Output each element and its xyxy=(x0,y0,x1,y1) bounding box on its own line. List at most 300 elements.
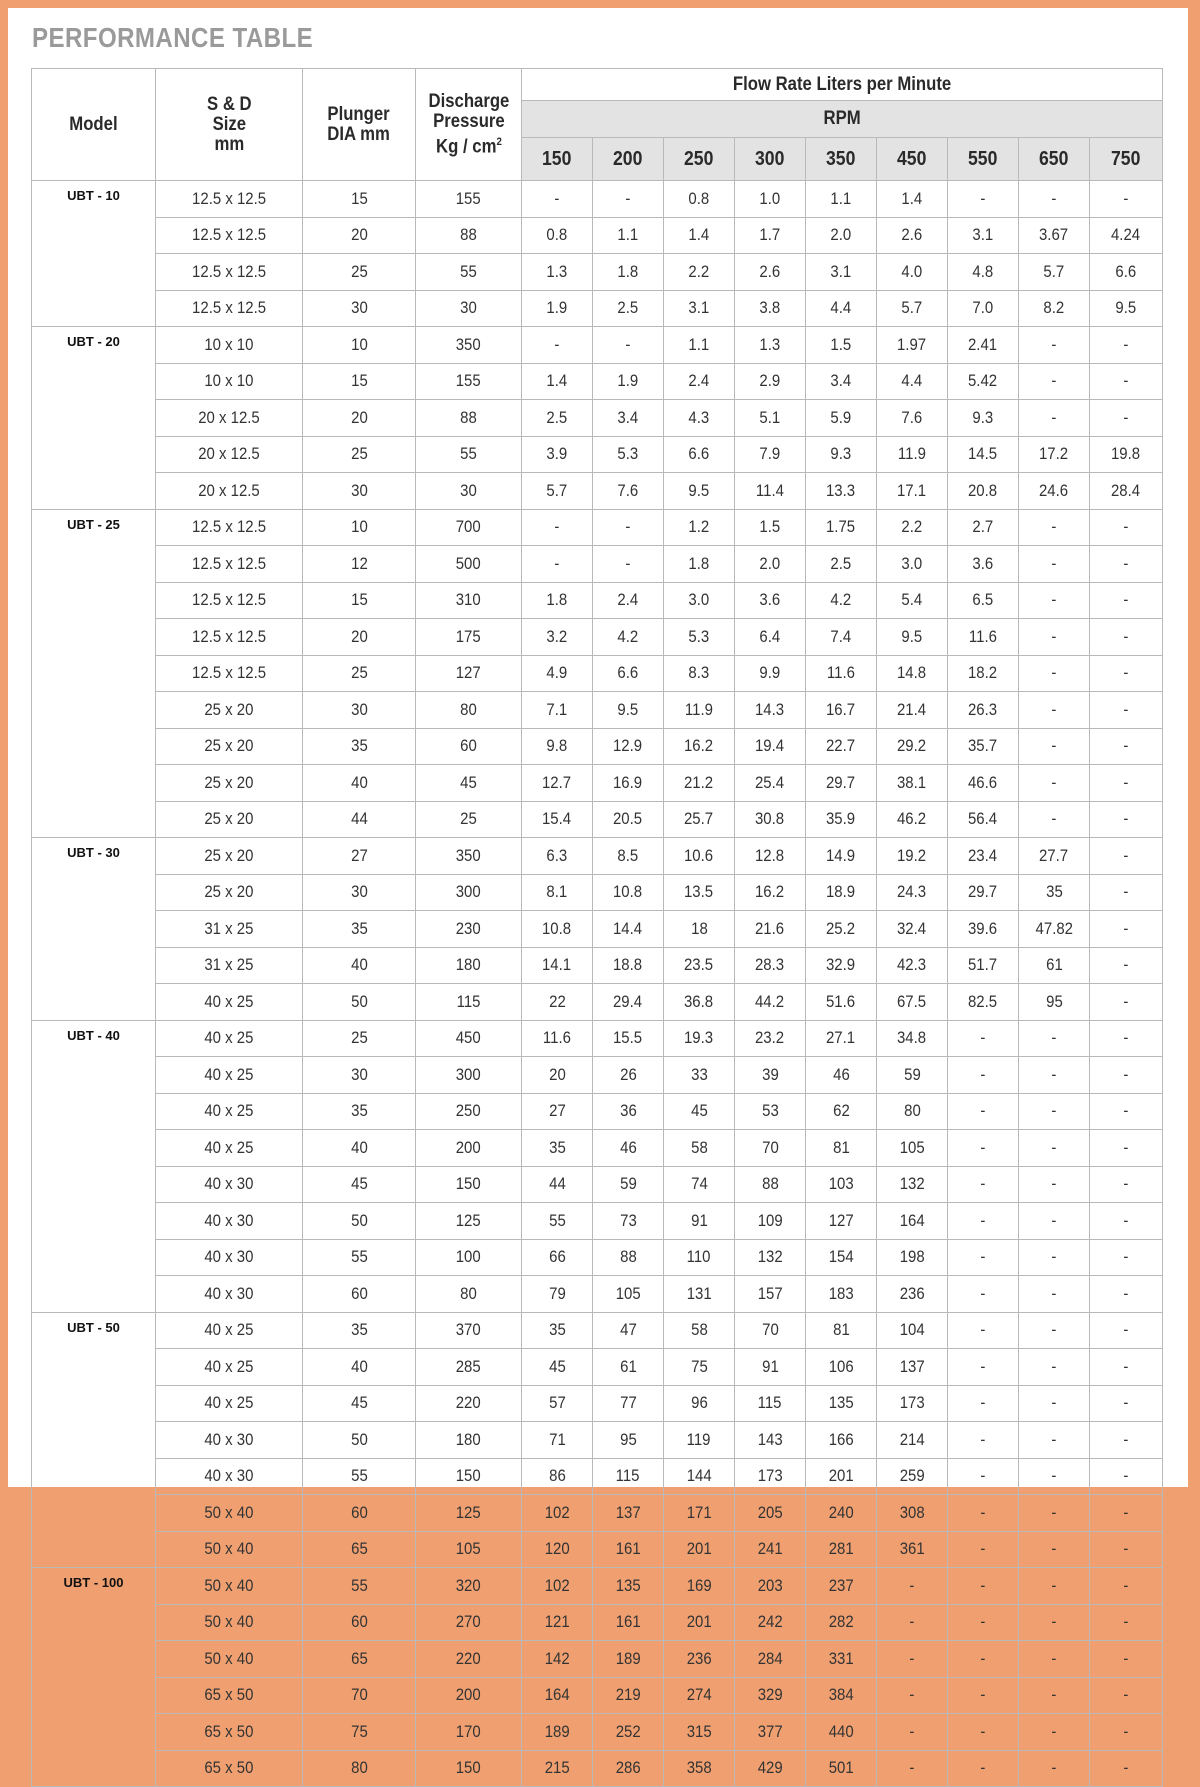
flow-rate-cell: 14.9 xyxy=(806,838,877,875)
sd-size-cell: 25 x 20 xyxy=(156,801,303,838)
flow-rate-cell: 189 xyxy=(593,1641,664,1678)
flow-rate-cell: 39.6 xyxy=(948,911,1019,948)
flow-rate-cell: 286 xyxy=(593,1750,664,1787)
discharge-pressure-cell: 88 xyxy=(416,400,522,437)
sd-size-cell: 10 x 10 xyxy=(156,327,303,364)
flow-rate-cell: 14.1 xyxy=(522,947,593,984)
flow-rate-cell: 274 xyxy=(664,1677,735,1714)
flow-rate-cell: 95 xyxy=(593,1422,664,1459)
flow-rate-cell: 11.9 xyxy=(877,436,948,473)
plunger-dia-cell: 15 xyxy=(303,181,416,218)
flow-rate-cell: 44 xyxy=(522,1166,593,1203)
flow-rate-cell: 55 xyxy=(522,1203,593,1240)
plunger-dia-cell: 44 xyxy=(303,801,416,838)
plunger-dia-cell: 75 xyxy=(303,1714,416,1751)
flow-rate-cell: 86 xyxy=(522,1458,593,1495)
flow-rate-cell: 166 xyxy=(806,1422,877,1459)
model-cell xyxy=(32,1093,156,1130)
flow-rate-cell: - xyxy=(948,1312,1019,1349)
flow-rate-cell: - xyxy=(1090,1422,1163,1459)
flow-rate-cell: - xyxy=(1019,1568,1090,1605)
flow-rate-cell: 36.8 xyxy=(664,984,735,1021)
flow-rate-cell: 61 xyxy=(1019,947,1090,984)
flow-rate-cell: - xyxy=(1090,400,1163,437)
flow-rate-cell: - xyxy=(1090,1020,1163,1057)
flow-rate-cell: - xyxy=(1019,619,1090,656)
flow-rate-cell: 18.9 xyxy=(806,874,877,911)
discharge-pressure-cell: 310 xyxy=(416,582,522,619)
flow-rate-cell: - xyxy=(877,1677,948,1714)
flow-rate-cell: 132 xyxy=(735,1239,806,1276)
flow-rate-cell: 2.6 xyxy=(877,217,948,254)
discharge-pressure-cell: 100 xyxy=(416,1239,522,1276)
flow-rate-cell: 10.8 xyxy=(593,874,664,911)
discharge-pressure-cell: 200 xyxy=(416,1677,522,1714)
flow-rate-cell: 8.1 xyxy=(522,874,593,911)
discharge-pressure-cell: 200 xyxy=(416,1130,522,1167)
flow-rate-cell: 142 xyxy=(522,1641,593,1678)
flow-rate-cell: 23.5 xyxy=(664,947,735,984)
flow-rate-cell: 21.2 xyxy=(664,765,735,802)
rpm-header-cell: 450 xyxy=(877,138,948,181)
flow-rate-cell: - xyxy=(1019,1677,1090,1714)
flow-rate-cell: 24.6 xyxy=(1019,473,1090,510)
flow-rate-cell: 74 xyxy=(664,1166,735,1203)
flow-rate-cell: 173 xyxy=(877,1385,948,1422)
flow-rate-cell: 51.7 xyxy=(948,947,1019,984)
flow-rate-cell: 13.5 xyxy=(664,874,735,911)
flow-rate-cell: 242 xyxy=(735,1604,806,1641)
flow-rate-cell: 1.75 xyxy=(806,509,877,546)
sd-size-cell: 12.5 x 12.5 xyxy=(156,509,303,546)
flow-rate-cell: 11.6 xyxy=(522,1020,593,1057)
flow-rate-cell: 28.3 xyxy=(735,947,806,984)
flow-rate-cell: 161 xyxy=(593,1531,664,1568)
table-row xyxy=(32,1641,1163,1678)
flow-rate-cell: 1.0 xyxy=(735,181,806,218)
flow-rate-cell: 75 xyxy=(664,1349,735,1386)
flow-rate-cell: 3.0 xyxy=(664,582,735,619)
table-row xyxy=(32,436,1163,473)
flow-rate-cell: 282 xyxy=(806,1604,877,1641)
table-row xyxy=(32,1495,1163,1532)
sd-size-cell: 50 x 40 xyxy=(156,1495,303,1532)
flow-rate-cell: - xyxy=(1019,1020,1090,1057)
flow-rate-cell: 0.8 xyxy=(522,217,593,254)
flow-rate-cell: 201 xyxy=(664,1604,735,1641)
plunger-dia-cell: 55 xyxy=(303,1239,416,1276)
flow-rate-cell: 143 xyxy=(735,1422,806,1459)
sd-size-cell: 12.5 x 12.5 xyxy=(156,254,303,291)
table-row xyxy=(32,911,1163,948)
model-cell xyxy=(32,290,156,327)
flow-rate-cell: 21.4 xyxy=(877,692,948,729)
plunger-dia-cell: 30 xyxy=(303,473,416,510)
flow-rate-cell: 1.3 xyxy=(735,327,806,364)
discharge-pressure-cell: 150 xyxy=(416,1750,522,1787)
header-flow-rate: Flow Rate Liters per Minute xyxy=(522,69,1163,101)
flow-rate-cell: 70 xyxy=(735,1130,806,1167)
flow-rate-cell: - xyxy=(1019,1495,1090,1532)
flow-rate-cell: - xyxy=(1019,1166,1090,1203)
plunger-dia-cell: 60 xyxy=(303,1495,416,1532)
flow-rate-cell: - xyxy=(1090,1714,1163,1751)
flow-rate-cell: 14.3 xyxy=(735,692,806,729)
flow-rate-cell: - xyxy=(948,1349,1019,1386)
plunger-dia-cell: 35 xyxy=(303,728,416,765)
flow-rate-cell: 205 xyxy=(735,1495,806,1532)
flow-rate-cell: - xyxy=(948,1385,1019,1422)
sd-size-cell: 31 x 25 xyxy=(156,947,303,984)
sd-size-cell: 40 x 30 xyxy=(156,1239,303,1276)
flow-rate-cell: 19.4 xyxy=(735,728,806,765)
flow-rate-cell: 29.2 xyxy=(877,728,948,765)
table-body xyxy=(32,181,1163,1787)
model-cell xyxy=(32,1458,156,1495)
flow-rate-cell: - xyxy=(948,1568,1019,1605)
rpm-header-cell: 300 xyxy=(735,138,806,181)
flow-rate-cell: 157 xyxy=(735,1276,806,1313)
table-row xyxy=(32,801,1163,838)
flow-rate-cell: 2.4 xyxy=(593,582,664,619)
flow-rate-cell: 137 xyxy=(593,1495,664,1532)
sd-size-cell: 12.5 x 12.5 xyxy=(156,655,303,692)
flow-rate-cell: 1.1 xyxy=(806,181,877,218)
plunger-dia-cell: 15 xyxy=(303,363,416,400)
flow-rate-cell: - xyxy=(1090,619,1163,656)
flow-rate-cell: - xyxy=(1090,1130,1163,1167)
flow-rate-cell: - xyxy=(948,1495,1019,1532)
flow-rate-cell: - xyxy=(1019,1203,1090,1240)
table-row xyxy=(32,765,1163,802)
flow-rate-cell: 7.6 xyxy=(877,400,948,437)
flow-rate-cell: - xyxy=(593,509,664,546)
flow-rate-cell: 236 xyxy=(877,1276,948,1313)
flow-rate-cell: 8.2 xyxy=(1019,290,1090,327)
model-cell xyxy=(32,619,156,656)
discharge-pressure-cell: 80 xyxy=(416,692,522,729)
flow-rate-cell: 105 xyxy=(593,1276,664,1313)
table-row xyxy=(32,1130,1163,1167)
flow-rate-cell: 44.2 xyxy=(735,984,806,1021)
flow-rate-cell: 429 xyxy=(735,1750,806,1787)
flow-rate-cell: 22 xyxy=(522,984,593,1021)
flow-rate-cell: 56.4 xyxy=(948,801,1019,838)
flow-rate-cell: 237 xyxy=(806,1568,877,1605)
flow-rate-cell: - xyxy=(1019,655,1090,692)
flow-rate-cell: 215 xyxy=(522,1750,593,1787)
flow-rate-cell: 5.3 xyxy=(664,619,735,656)
model-cell xyxy=(32,1422,156,1459)
model-cell xyxy=(32,1130,156,1167)
discharge-pressure-cell: 25 xyxy=(416,801,522,838)
flow-rate-cell: 203 xyxy=(735,1568,806,1605)
flow-rate-cell: 12.9 xyxy=(593,728,664,765)
flow-rate-cell: 47.82 xyxy=(1019,911,1090,948)
model-cell: UBT - 40 xyxy=(32,1020,156,1057)
flow-rate-cell: 4.4 xyxy=(877,363,948,400)
flow-rate-cell: - xyxy=(1019,1385,1090,1422)
flow-rate-cell: 1.2 xyxy=(664,509,735,546)
flow-rate-cell: 45 xyxy=(664,1093,735,1130)
flow-rate-cell: 9.5 xyxy=(1090,290,1163,327)
flow-rate-cell: 2.7 xyxy=(948,509,1019,546)
flow-rate-cell: 240 xyxy=(806,1495,877,1532)
flow-rate-cell: 501 xyxy=(806,1750,877,1787)
model-cell xyxy=(32,546,156,583)
flow-rate-cell: - xyxy=(1090,1604,1163,1641)
sd-size-cell: 40 x 25 xyxy=(156,1020,303,1057)
table-row xyxy=(32,473,1163,510)
table-row xyxy=(32,1677,1163,1714)
plunger-dia-cell: 80 xyxy=(303,1750,416,1787)
flow-rate-cell: - xyxy=(1090,1349,1163,1386)
sd-size-cell: 40 x 30 xyxy=(156,1422,303,1459)
flow-rate-cell: - xyxy=(1090,1750,1163,1787)
model-cell xyxy=(32,1677,156,1714)
flow-rate-cell: 3.6 xyxy=(735,582,806,619)
model-cell: UBT - 30 xyxy=(32,838,156,875)
model-cell xyxy=(32,655,156,692)
flow-rate-cell: 46 xyxy=(806,1057,877,1094)
flow-rate-cell: - xyxy=(1090,728,1163,765)
flow-rate-cell: 6.4 xyxy=(735,619,806,656)
sd-size-cell: 12.5 x 12.5 xyxy=(156,546,303,583)
flow-rate-cell: 77 xyxy=(593,1385,664,1422)
flow-rate-cell: - xyxy=(1090,801,1163,838)
flow-rate-cell: 0.8 xyxy=(664,181,735,218)
flow-rate-cell: 1.1 xyxy=(593,217,664,254)
flow-rate-cell: 71 xyxy=(522,1422,593,1459)
flow-rate-cell: 189 xyxy=(522,1714,593,1751)
model-cell xyxy=(32,1495,156,1532)
flow-rate-cell: - xyxy=(1019,1312,1090,1349)
plunger-dia-cell: 60 xyxy=(303,1276,416,1313)
model-cell: UBT - 10 xyxy=(32,181,156,218)
table-row xyxy=(32,1714,1163,1751)
flow-rate-cell: 59 xyxy=(593,1166,664,1203)
flow-rate-cell: 2.0 xyxy=(806,217,877,254)
flow-rate-cell: - xyxy=(948,181,1019,218)
plunger-dia-cell: 45 xyxy=(303,1385,416,1422)
flow-rate-cell: 25.2 xyxy=(806,911,877,948)
flow-rate-cell: 16.9 xyxy=(593,765,664,802)
model-cell xyxy=(32,1714,156,1751)
plunger-dia-cell: 20 xyxy=(303,400,416,437)
table-row xyxy=(32,1312,1163,1349)
model-cell xyxy=(32,473,156,510)
flow-rate-cell: 315 xyxy=(664,1714,735,1751)
flow-rate-cell: 82.5 xyxy=(948,984,1019,1021)
sd-size-cell: 12.5 x 12.5 xyxy=(156,619,303,656)
plunger-dia-cell: 40 xyxy=(303,1130,416,1167)
flow-rate-cell: 20 xyxy=(522,1057,593,1094)
sd-size-cell: 12.5 x 12.5 xyxy=(156,181,303,218)
plunger-dia-cell: 25 xyxy=(303,254,416,291)
flow-rate-cell: 1.4 xyxy=(522,363,593,400)
flow-rate-cell: 38.1 xyxy=(877,765,948,802)
flow-rate-cell: 214 xyxy=(877,1422,948,1459)
flow-rate-cell: 1.97 xyxy=(877,327,948,364)
plunger-dia-cell: 50 xyxy=(303,1422,416,1459)
flow-rate-cell: 5.7 xyxy=(877,290,948,327)
flow-rate-cell: 4.3 xyxy=(664,400,735,437)
plunger-dia-cell: 55 xyxy=(303,1458,416,1495)
flow-rate-cell: - xyxy=(1090,1385,1163,1422)
plunger-dia-cell: 10 xyxy=(303,327,416,364)
header-model: Model xyxy=(32,69,156,181)
flow-rate-cell: - xyxy=(948,1239,1019,1276)
document-page xyxy=(8,8,1188,1778)
flow-rate-cell: 3.4 xyxy=(806,363,877,400)
flow-rate-cell: - xyxy=(1019,1349,1090,1386)
flow-rate-cell: 79 xyxy=(522,1276,593,1313)
flow-rate-cell: 5.3 xyxy=(593,436,664,473)
table-row xyxy=(32,1349,1163,1386)
flow-rate-cell: 164 xyxy=(877,1203,948,1240)
table-row xyxy=(32,655,1163,692)
flow-rate-cell: - xyxy=(948,1093,1019,1130)
table-row xyxy=(32,181,1163,218)
flow-rate-cell: - xyxy=(1090,874,1163,911)
flow-rate-cell: 14.5 xyxy=(948,436,1019,473)
model-cell xyxy=(32,1203,156,1240)
flow-rate-cell: - xyxy=(1019,692,1090,729)
header-discharge-pressure: Discharge Pressure Kg / $cm^2$ xyxy=(416,69,522,181)
flow-rate-cell: - xyxy=(1090,1458,1163,1495)
flow-rate-cell: 62 xyxy=(806,1093,877,1130)
discharge-pressure-cell: 150 xyxy=(416,1458,522,1495)
flow-rate-cell: - xyxy=(948,1057,1019,1094)
flow-rate-cell: 4.2 xyxy=(806,582,877,619)
flow-rate-cell: - xyxy=(1019,181,1090,218)
flow-rate-cell: 91 xyxy=(735,1349,806,1386)
flow-rate-cell: 14.8 xyxy=(877,655,948,692)
flow-rate-cell: 115 xyxy=(593,1458,664,1495)
flow-rate-cell: 58 xyxy=(664,1312,735,1349)
flow-rate-cell: 8.3 xyxy=(664,655,735,692)
flow-rate-cell: 144 xyxy=(664,1458,735,1495)
rpm-header-cell: 200 xyxy=(593,138,664,181)
flow-rate-cell: 32.9 xyxy=(806,947,877,984)
flow-rate-cell: - xyxy=(1090,1495,1163,1532)
flow-rate-cell: 3.6 xyxy=(948,546,1019,583)
flow-rate-cell: 46.2 xyxy=(877,801,948,838)
flow-rate-cell: 102 xyxy=(522,1495,593,1532)
flow-rate-cell: 11.4 xyxy=(735,473,806,510)
flow-rate-cell: 9.3 xyxy=(948,400,1019,437)
flow-rate-cell: - xyxy=(1090,509,1163,546)
flow-rate-cell: 5.4 xyxy=(877,582,948,619)
flow-rate-cell: 115 xyxy=(735,1385,806,1422)
flow-rate-cell: 35.9 xyxy=(806,801,877,838)
flow-rate-cell: 18.8 xyxy=(593,947,664,984)
flow-rate-cell: - xyxy=(1090,1203,1163,1240)
sd-size-cell: 65 x 50 xyxy=(156,1677,303,1714)
flow-rate-cell: 18 xyxy=(664,911,735,948)
model-cell xyxy=(32,765,156,802)
model-cell xyxy=(32,874,156,911)
flow-rate-cell: 81 xyxy=(806,1130,877,1167)
table-row xyxy=(32,619,1163,656)
model-cell xyxy=(32,1239,156,1276)
flow-rate-cell: 171 xyxy=(664,1495,735,1532)
sd-size-cell: 20 x 12.5 xyxy=(156,473,303,510)
flow-rate-cell: - xyxy=(1090,984,1163,1021)
flow-rate-cell: 9.8 xyxy=(522,728,593,765)
flow-rate-cell: - xyxy=(1019,363,1090,400)
discharge-pressure-cell: 700 xyxy=(416,509,522,546)
discharge-pressure-cell: 55 xyxy=(416,254,522,291)
discharge-pressure-cell: 370 xyxy=(416,1312,522,1349)
flow-rate-cell: - xyxy=(948,1641,1019,1678)
model-cell: UBT - 50 xyxy=(32,1312,156,1349)
discharge-pressure-cell: 80 xyxy=(416,1276,522,1313)
flow-rate-cell: - xyxy=(948,1276,1019,1313)
flow-rate-cell: 20.8 xyxy=(948,473,1019,510)
flow-rate-cell: 377 xyxy=(735,1714,806,1751)
flow-rate-cell: 73 xyxy=(593,1203,664,1240)
discharge-pressure-cell: 88 xyxy=(416,217,522,254)
discharge-pressure-cell: 30 xyxy=(416,290,522,327)
flow-rate-cell: - xyxy=(1019,765,1090,802)
flow-rate-cell: 104 xyxy=(877,1312,948,1349)
flow-rate-cell: - xyxy=(948,1458,1019,1495)
flow-rate-cell: 6.6 xyxy=(1090,254,1163,291)
flow-rate-cell: 331 xyxy=(806,1641,877,1678)
flow-rate-cell: 29.7 xyxy=(948,874,1019,911)
plunger-dia-cell: 12 xyxy=(303,546,416,583)
flow-rate-cell: 198 xyxy=(877,1239,948,1276)
flow-rate-cell: - xyxy=(948,1677,1019,1714)
sd-size-cell: 40 x 25 xyxy=(156,1349,303,1386)
flow-rate-cell: 241 xyxy=(735,1531,806,1568)
flow-rate-cell: 6.6 xyxy=(593,655,664,692)
flow-rate-cell: - xyxy=(877,1750,948,1787)
flow-rate-cell: 103 xyxy=(806,1166,877,1203)
sd-size-cell: 50 x 40 xyxy=(156,1568,303,1605)
flow-rate-cell: 88 xyxy=(735,1166,806,1203)
plunger-dia-cell: 40 xyxy=(303,765,416,802)
flow-rate-cell: 105 xyxy=(877,1130,948,1167)
plunger-dia-cell: 70 xyxy=(303,1677,416,1714)
flow-rate-cell: - xyxy=(948,1714,1019,1751)
flow-rate-cell: - xyxy=(593,181,664,218)
sd-size-cell: 20 x 12.5 xyxy=(156,436,303,473)
flow-rate-cell: 19.8 xyxy=(1090,436,1163,473)
plunger-dia-cell: 10 xyxy=(303,509,416,546)
flow-rate-cell: - xyxy=(948,1604,1019,1641)
model-cell xyxy=(32,947,156,984)
discharge-pressure-cell: 250 xyxy=(416,1093,522,1130)
flow-rate-cell: - xyxy=(1019,1057,1090,1094)
flow-rate-cell: 361 xyxy=(877,1531,948,1568)
flow-rate-cell: - xyxy=(1090,765,1163,802)
flow-rate-cell: 10.6 xyxy=(664,838,735,875)
flow-rate-cell: - xyxy=(948,1422,1019,1459)
sd-size-cell: 40 x 25 xyxy=(156,1385,303,1422)
flow-rate-cell: 14.4 xyxy=(593,911,664,948)
sd-size-cell: 25 x 20 xyxy=(156,728,303,765)
flow-rate-cell: 46.6 xyxy=(948,765,1019,802)
flow-rate-cell: - xyxy=(948,1750,1019,1787)
flow-rate-cell: 32.4 xyxy=(877,911,948,948)
discharge-pressure-cell: 500 xyxy=(416,546,522,583)
table-row xyxy=(32,1458,1163,1495)
model-cell xyxy=(32,911,156,948)
plunger-dia-cell: 55 xyxy=(303,1568,416,1605)
model-cell xyxy=(32,984,156,1021)
